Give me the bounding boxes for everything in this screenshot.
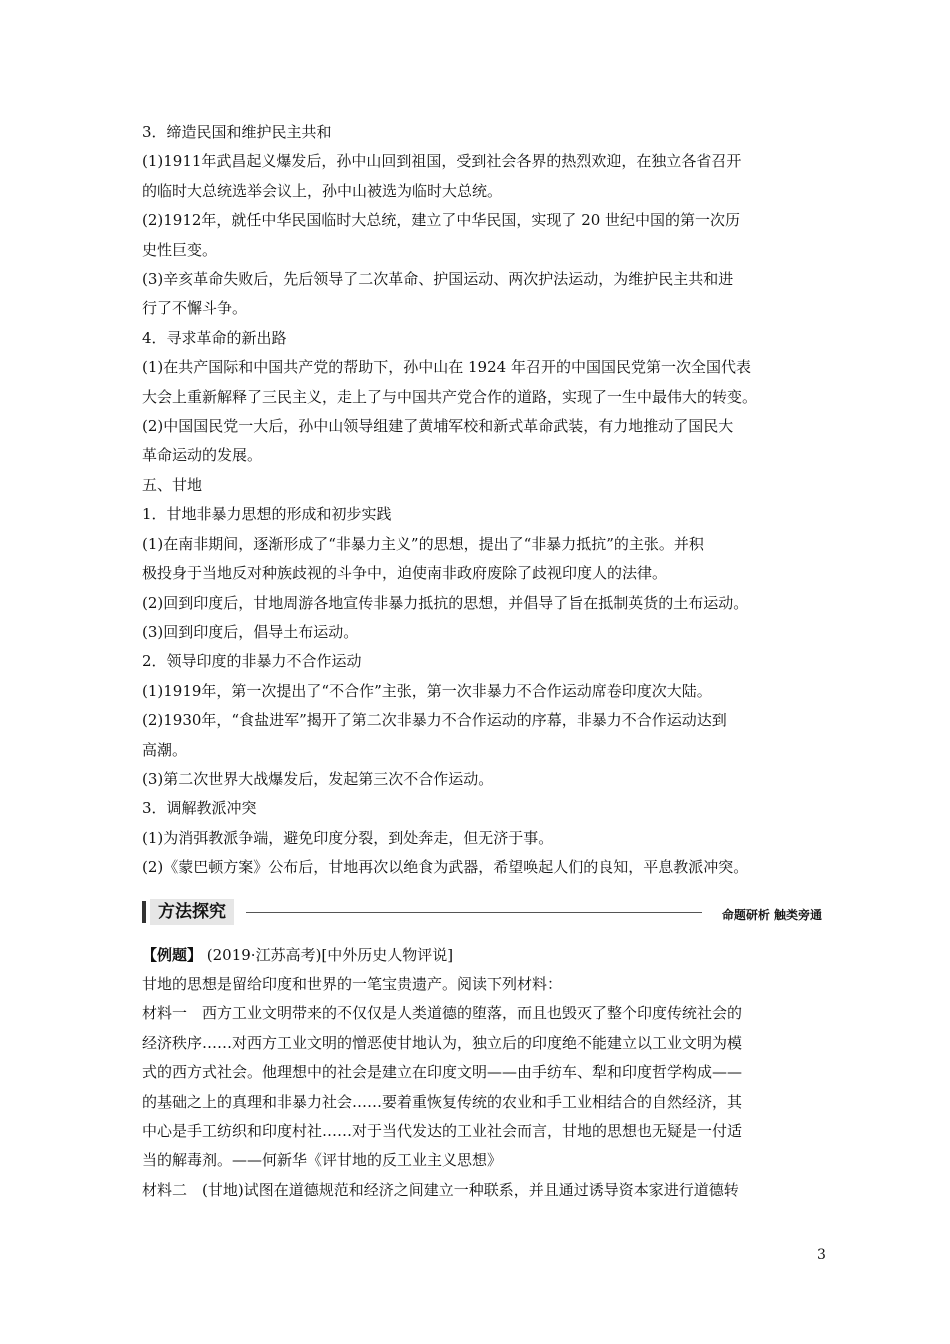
text-line: 中心是手工纺织和印度村社……对于当代发达的工业社会而言，甘地的思想也无疑是一付适 [142, 1122, 743, 1140]
text-line: 的基础之上的真理和非暴力社会……要着重恢复传统的农业和手工业相结合的自然经济，其 [142, 1092, 743, 1111]
text-line: (2)1930年，“食盐进军”揭开了第二次非暴力不合作运动的序幕，非暴力不合作运动达到 [142, 711, 727, 730]
text-line: (2)回到印度后，甘地周游各地宣传非暴力抵抗的思想，并倡导了旨在抵制英货的土布运动。 [142, 593, 749, 612]
text-line: (1)在南非期间，逐渐形成了“非暴力主义”的思想，提出了“非暴力抵抗”的主张。并积 [142, 534, 704, 553]
text-line: 材料二 (甘地)试图在道德规范和经济之间建立一种联系，并且通过诱导资本家进行道德转 [142, 1180, 739, 1199]
text-line: 大会上重新解释了三民主义，走上了与中国共产党合作的道路，实现了一生中最伟大的转变。 [142, 387, 758, 406]
text-line: 极投身于当地反对种族歧视的斗争中，迫使南非政府废除了歧视印度人的法律。 [142, 564, 668, 583]
text-line: 3．缔造民国和维护民主共和 [142, 123, 332, 141]
text-block-a [142, 118, 822, 883]
text-block-b [142, 970, 822, 1205]
text-line: (1)1919年，第一次提出了“不合作”主张，第一次非暴力不合作运动席卷印度次大陆。 [142, 681, 712, 700]
text-line: 五、甘地 [142, 475, 203, 494]
text-line: (1)1911年武昌起义爆发后，孙中山回到祖国，受到社会各界的热烈欢迎，在独立各省召开 [142, 152, 742, 171]
text-line: 经济秩序……对西方工业文明的憎恶使甘地认为，独立后的印度绝不能建立以工业文明为模 [142, 1033, 743, 1052]
text-line: 行了不懈斗争。 [142, 299, 248, 318]
text-line: (3)回到印度后，倡导土布运动。 [142, 622, 359, 641]
page-number: 3 [817, 1247, 826, 1263]
text-line: 4．寻求革命的新出路 [142, 328, 287, 347]
section-header [142, 893, 822, 927]
text-line: 高潮。 [142, 740, 188, 759]
section-divider [246, 912, 702, 913]
text-line: 1．甘地非暴力思想的形成和初步实践 [142, 505, 392, 524]
text-line: (3)第二次世界大战爆发后，发起第三次不合作运动。 [142, 769, 494, 788]
text-line: (2)《蒙巴顿方案》公布后，甘地再次以绝食为武器，希望唤起人们的良知，平息教派冲突。 [142, 858, 749, 877]
text-line: 材料一 西方工业文明带来的不仅仅是人类道德的堕落，而且也毁灭了整个印度传统社会的 [142, 1004, 743, 1023]
section-title: 方法探究 [150, 899, 234, 925]
example-source: (2019·江苏高考)[中外历史人物评说] [202, 945, 454, 964]
text-line: 3．调解教派冲突 [142, 799, 257, 818]
text-line: (2)中国国民党一大后，孙中山领导组建了黄埔军校和新式革命武装，有力地推动了国民大 [142, 417, 734, 436]
text-line: 当的解毒剂。——何新华《评甘地的反工业主义思想》 [142, 1151, 503, 1170]
text-line: (1)为消弭教派争端，避免印度分裂，到处奔走，但无济于事。 [142, 828, 554, 847]
text-line: (1)在共产国际和中国共产党的帮助下，孙中山在 1924 年召开的中国国民党第一次全国代表 [142, 358, 751, 377]
text-line: 式的西方式社会。他理想中的社会是建立在印度文明——由手纺车、犁和印度哲学构成—— [142, 1063, 743, 1082]
text-line: (3)辛亥革命失败后，先后领导了二次革命、护国运动、两次护法运动，为维护民主共和进 [142, 270, 734, 289]
document-body [142, 118, 822, 1205]
text-line: 甘地的思想是留给印度和世界的一笔宝贵遗产。阅读下列材料： [142, 974, 563, 993]
text-line: 的临时大总统选举会议上，孙中山被选为临时大总统。 [142, 181, 503, 200]
example-label: 【例题】 [142, 945, 203, 964]
text-line: (2)1912年，就任中华民国临时大总统，建立了中华民国，实现了 20 世纪中国的第一次历 [142, 211, 741, 230]
text-line: 史性巨变。 [142, 240, 218, 259]
section-accent-bar [142, 901, 146, 923]
example-heading [142, 941, 822, 970]
text-line: 2．领导印度的非暴力不合作运动 [142, 652, 362, 671]
section-tagline: 命题研析 触类旁通 [721, 907, 822, 922]
text-line: 革命运动的发展。 [142, 446, 263, 465]
